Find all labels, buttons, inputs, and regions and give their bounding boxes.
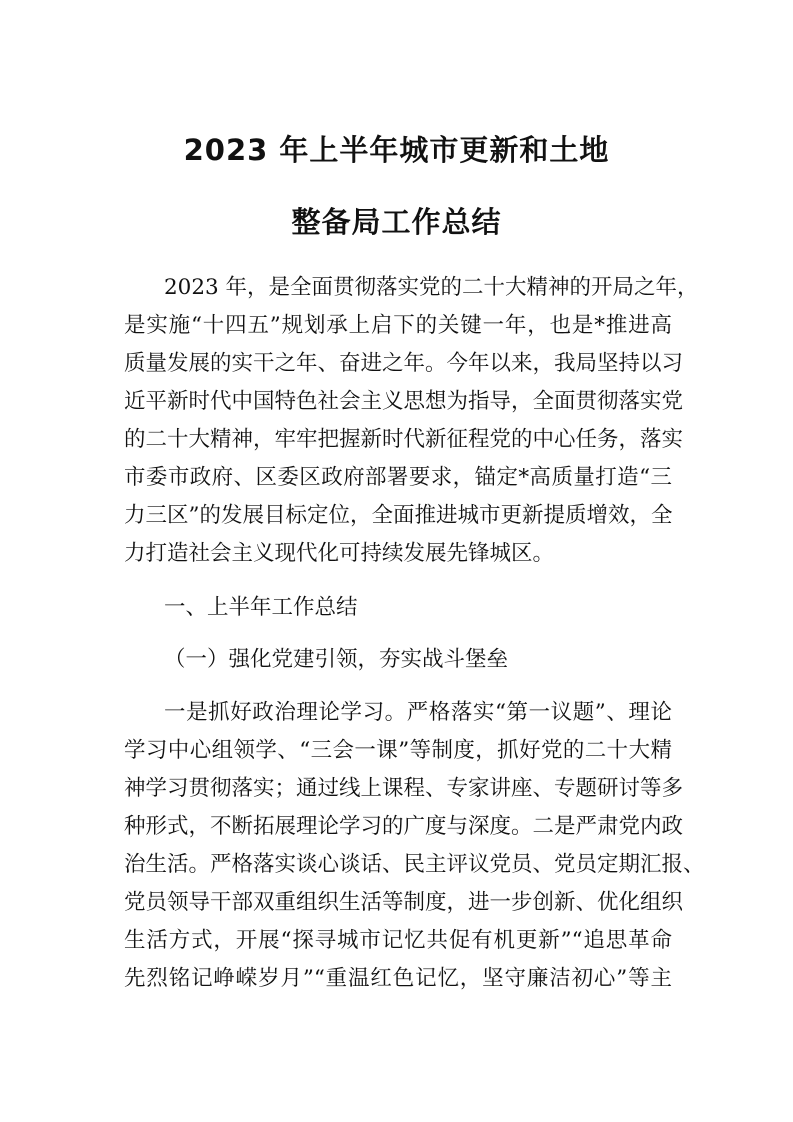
paragraph-line: 市委市政府、区委区政府部署要求，锚定*高质量打造“三 [124, 465, 672, 490]
paragraph-line: 的二十大精神，牢牢把握新时代新征程党的中心任务，落实 [124, 427, 684, 452]
paragraph-line: 治生活。严格落实谈心谈话、民主评议党员、党员定期汇报、 [124, 852, 705, 877]
paragraph-line: 力打造社会主义现代化可持续发展先锋城区。 [124, 541, 555, 566]
paragraph-line: 是实施“十四五”规划承上启下的关键一年，也是*推进高 [124, 313, 672, 338]
paragraph-line: 力三区”的发展目标定位，全面推进城市更新提质增效，全 [124, 503, 673, 528]
document-title-line-2: 整备局工作总结 [291, 205, 502, 239]
paragraph-line: 神学习贯彻落实；通过线上课程、专家讲座、专题研讨等多 [124, 776, 684, 801]
paragraph-line: 先烈铭记峥嵘岁月”“重温红色记忆，坚守廉洁初心”等主 [124, 966, 672, 991]
paragraph-line: 学习中心组领学、“三会一课”等制度，抓好党的二十大精 [124, 738, 672, 763]
paragraph-line: 种形式，不断拓展理论学习的广度与深度。二是严肃党内政 [124, 814, 684, 839]
section-heading: 一、上半年工作总结 [164, 595, 358, 620]
paragraph-line: 一是抓好政治理论学习。严格落实“第一议题”、理论 [164, 700, 672, 725]
paragraph-line: 党员领导干部双重组织生活等制度，进一步创新、优化组织 [124, 890, 684, 915]
paragraph-line: 质量发展的实干之年、奋进之年。今年以来，我局坚持以习 [124, 351, 684, 376]
paragraph-line: 近平新时代中国特色社会主义思想为指导，全面贯彻落实党 [124, 389, 684, 414]
paragraph-line: 生活方式，开展“探寻城市记忆共促有机更新”“追思革命 [124, 928, 672, 953]
paragraph-line: 2023 年，是全面贯彻落实党的二十大精神的开局之年， [164, 275, 699, 300]
document-title-line-1: 2023 年上半年城市更新和土地 [183, 133, 610, 167]
subsection-heading: （一）强化党建引领，夯实战斗堡垒 [164, 647, 509, 672]
